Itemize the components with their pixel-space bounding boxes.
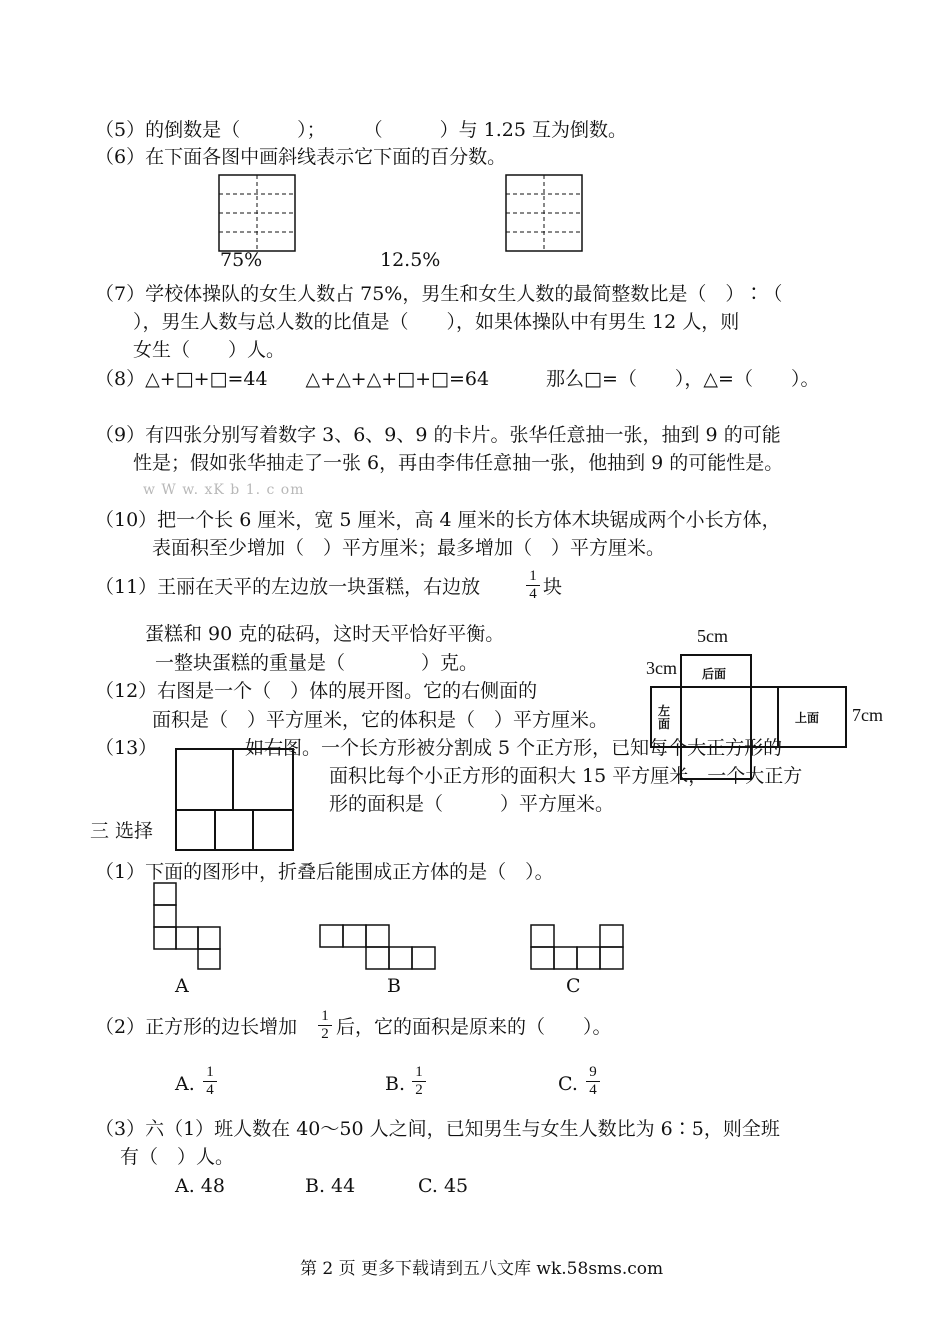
q13-prefix: （13） [95,737,158,759]
net-right-label: 7cm [852,705,883,725]
c2-option-b-fraction: $\frac{1}{2}$ [412,1064,426,1099]
q12-line1: （12）右图是一个（ ）体的展开图。它的右侧面的 [95,680,538,702]
c3-option-c: C. 45 [418,1175,469,1197]
c1-option-b: B [387,975,401,997]
net-option-a [153,882,225,970]
percent-label-b: 12.5% [380,249,441,271]
net-top-face: 上面 [795,711,820,725]
c1-option-c: C [566,975,581,997]
c2-option-a-label: A. [175,1073,195,1095]
c3-line2: 有（ ）人。 [120,1146,235,1168]
c2-option-c-fraction: $\frac{9}{4}$ [586,1064,600,1099]
net-option-b [319,924,437,970]
q13-line1: 如右图。一个长方形被分割成 5 个正方形，已知每个大正方形的 [245,737,783,759]
grid-figure-b [505,174,585,254]
c1-option-a: A [175,975,189,997]
grid-figure-a [218,174,298,254]
c2-fraction: $\frac{1}{2}$ [318,1008,332,1043]
q5-text: （5）的倒数是（ ）； （ ）与 1.25 互为倒数。 [95,119,627,141]
q11-line3: 一整块蛋糕的重量是（ ）克。 [155,652,479,674]
section-title: 三 选择 [90,820,154,842]
q9-line2: 性是；假如张华抽走了一张 6，再由李伟任意抽一张，他抽到 9 的可能性是。 [95,452,784,474]
q11-line2: 蛋糕和 90 克的砝码，这时天平恰好平衡。 [145,623,505,645]
rectangle-squares-figure [175,748,295,852]
c2-after: 后，它的面积是原来的（ ）。 [336,1016,612,1038]
c1-text: （1）下面的图形中，折叠后能围成正方体的是（ ）。 [95,861,554,883]
q7-line1: （7）学校体操队的女生人数占 75%，男生和女生人数的最简整数比是（ ）∶（ [95,283,783,305]
net-option-c [530,924,626,970]
c3-option-a: A. 48 [175,1175,225,1197]
q7-line3: 女生（ ）人。 [95,339,286,361]
q11-fraction: $\frac{1}{4}$ [526,568,540,603]
net-left-face: 左面 [658,704,671,731]
net-back-face: 后面 [702,667,727,681]
q13-line2: 面积比每个小正方形的面积大 15 平方厘米，一个大正方 [329,765,803,787]
q13-line3: 形的面积是（ ）平方厘米。 [329,793,615,815]
c2-option-a-fraction: $\frac{1}{4}$ [203,1064,217,1099]
q7-line2: ），男生人数与总人数的比值是（ ），如果体操队中有男生 12 人，则 [95,311,740,333]
net-left-label: 3cm [646,658,677,678]
q9-line1: （9）有四张分别写着数字 3、6、9、9 的卡片。张华任意抽一张，抽到 9 的可能 [95,424,781,446]
c2-before: （2）正方形的边长增加 [95,1016,298,1038]
page-footer: 第 2 页 更多下载请到五八文库 wk.58sms.com [300,1259,664,1279]
q12-line2: 面积是（ ）平方厘米，它的体积是（ ）平方厘米。 [95,709,609,731]
c2-option-c-label: C. [558,1073,578,1095]
q10-line2: 表面积至少增加（ ）平方厘米；最多增加（ ）平方厘米。 [95,537,666,559]
percent-label-a: 75% [220,249,263,271]
net-top-label: 5cm [697,626,728,646]
q10-line1: （10）把一个长 6 厘米，宽 5 厘米，高 4 厘米的长方体木块锯成两个小长方体， [95,509,781,531]
q6-text: （6）在下面各图中画斜线表示它下面的百分数。 [95,146,507,168]
q8-text: （8）△+□+□=44 △+△+△+□+□=64 那么□=（ ），△=（ ）。 [95,368,820,390]
c3-option-b: B. 44 [305,1175,356,1197]
q11-after-fraction: 块 [543,576,563,598]
watermark: w W w. xK b 1. c om [143,482,305,498]
c3-line1: （3）六（1）班人数在 40～50 人之间，已知男生与女生人数比为 6∶5，则全班 [95,1118,780,1140]
c2-option-b-label: B. [385,1073,406,1095]
q11-line1: （11）王丽在天平的左边放一块蛋糕，右边放 [95,576,481,598]
